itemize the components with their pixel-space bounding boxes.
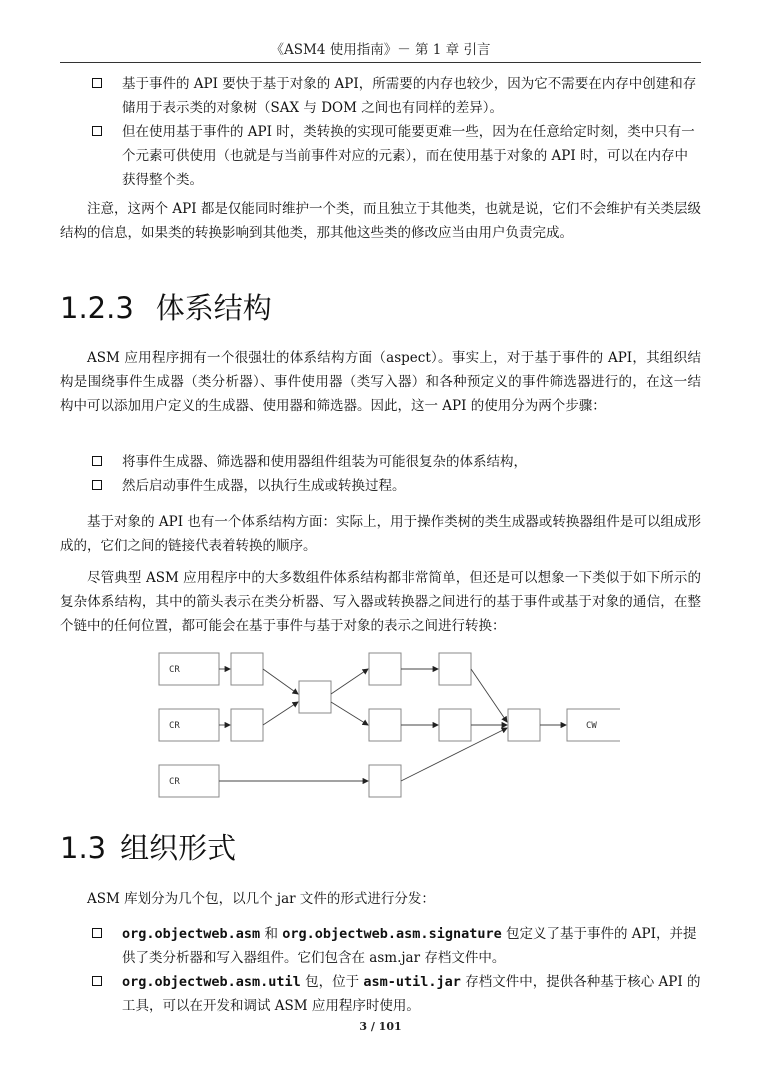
paragraph-complex-architecture: 尽管典型 ASM 应用程序中的大多数组件体系结构都非常简单，但还是可以想象一下类似于如下所示的复杂体系结构，其中的箭头表示在类分析器、写入器或转换器之间进行的基于事件或基于对象的通信，在整个链中的任何位置，都可能会在基于事件与基于对象的表示之间进行转换：: [60, 570, 701, 634]
diagram-label-cr: CR: [169, 721, 180, 731]
running-header: 《ASM4 使用指南》－ 第 1 章 引言: [270, 42, 491, 58]
package-code: org.objectweb.asm.signature: [282, 926, 502, 942]
paragraph-packages: ASM 库划分为几个包，以几个 jar 文件的形式进行分发：: [87, 891, 435, 907]
filter-box: [439, 709, 471, 741]
section-title: 组织形式: [120, 831, 237, 865]
diagram-label-cr: CR: [169, 665, 180, 675]
package-text: 包定义了基于事件的 API，并提供了类分析器和写入器组件。它们包含在 asm.jar 存档文件中。: [122, 926, 697, 966]
section-title: 体系结构: [155, 291, 272, 325]
bullet-item: [60, 450, 701, 474]
package-list: [60, 922, 701, 1018]
checkbox-bullet-icon: [92, 976, 102, 986]
bullet-text: 然后启动事件生成器，以执行生成或转换过程。: [122, 478, 406, 494]
header-rule: [60, 62, 701, 63]
section-heading-1-2-3: [60, 290, 272, 326]
bullet-text: 但在使用基于事件的 API 时，类转换的实现可能要更难一些，因为在任意给定时刻，类中只有一个元素可供使用（也就是与当前事件对应的元素），而在使用基于对象的 API 时，可以在内存中获得整个类。: [122, 124, 695, 188]
bullet-text: 将事件生成器、筛选器和使用器组件组装为可能很复杂的体系结构，: [122, 454, 527, 470]
section-number: 1.2.3: [60, 291, 134, 325]
package-item: [60, 922, 701, 970]
bullet-item: [60, 72, 701, 120]
checkbox-bullet-icon: [92, 480, 102, 490]
package-code: asm-util.jar: [363, 974, 461, 990]
package-code: org.objectweb.asm.util: [122, 974, 301, 990]
package-text: 包，位于: [300, 974, 364, 990]
bullet-list-steps: [60, 450, 701, 498]
checkbox-bullet-icon: [92, 126, 102, 136]
paragraph-object-api: 基于对象的 API 也有一个体系结构方面：实际上，用于操作类树的类生成器或转换器组件是可以组成形成的，它们之间的链接代表着转换的顺序。: [60, 514, 701, 554]
page-number: 3 / 101: [359, 1020, 402, 1033]
filter-box: [231, 653, 263, 685]
diagram-label-cw: CW: [586, 721, 597, 731]
package-item: [60, 970, 701, 1018]
package-text: 和: [260, 926, 283, 942]
cr-box-1: [159, 653, 219, 685]
cr-box-3: [159, 765, 219, 797]
package-text: 存档文件中，提供各种基于核心 API 的工具，可以在开发和调试 ASM 应用程序时使用。: [122, 974, 701, 1014]
filter-box: [231, 709, 263, 741]
paragraph-architecture: ASM 应用程序拥有一个很强壮的体系结构方面（aspect）。事实上，对于基于事件的 API，其组织结构是围绕事件生成器（类分析器）、事件使用器（类写入器）和各种预定义的事件筛选器进行的，在这一结构中可以添加用户定义的生成器、使用器和筛选器。因此，这一 API 的使用分为两个步骤：: [60, 350, 701, 414]
join-box: [508, 709, 540, 741]
bullet-item: [60, 474, 701, 498]
paragraph-note: 注意，这两个 API 都是仅能同时维护一个类，而且独立于其他类，也就是说，它们不会维护有关类层级结构的信息，如果类的转换影响到其他类，那其他这些类的修改应当由用户负责完成。: [60, 201, 701, 241]
checkbox-bullet-icon: [92, 456, 102, 466]
cr-box-2: [159, 709, 219, 741]
merge-box: [299, 681, 331, 713]
checkbox-bullet-icon: [92, 78, 102, 88]
diagram-label-cr: CR: [169, 777, 180, 787]
bullet-list-top: [60, 72, 701, 192]
bullet-item: [60, 120, 701, 192]
filter-box: [369, 653, 401, 685]
filter-box: [369, 765, 401, 797]
architecture-diagram: [150, 648, 620, 808]
section-heading-1-3: [60, 830, 236, 866]
filter-box: [439, 653, 471, 685]
checkbox-bullet-icon: [92, 928, 102, 938]
package-code: org.objectweb.asm: [122, 926, 261, 942]
section-number: 1.3: [60, 831, 107, 865]
bullet-text: 基于事件的 API 要快于基于对象的 API，所需要的内存也较少，因为它不需要在内存中创建和存储用于表示类的对象树（SAX 与 DOM 之间也有同样的差异）。: [122, 76, 697, 116]
filter-box: [369, 709, 401, 741]
